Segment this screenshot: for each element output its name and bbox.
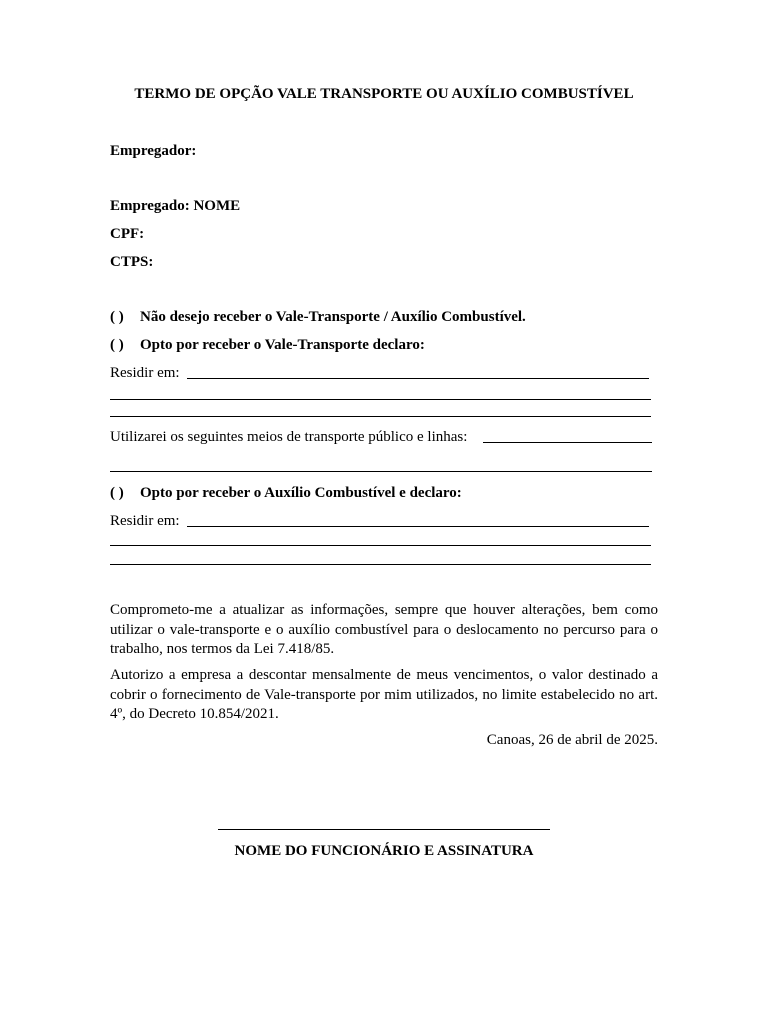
employer-label: Empregador:	[110, 143, 197, 159]
option-none-checkbox[interactable]: ( )	[110, 309, 124, 325]
option-vt-checkbox[interactable]: ( )	[110, 337, 124, 353]
vt-transport-line-2[interactable]	[110, 471, 652, 472]
fuel-residence-line-3[interactable]	[110, 564, 651, 565]
option-fuel-checkbox[interactable]: ( )	[110, 485, 124, 501]
option-none-label: Não desejo receber o Vale-Transporte / Auxílio Combustível.	[140, 309, 526, 325]
place-date: Canoas, 26 de abril de 2025.	[486, 732, 658, 748]
option-fuel-label: Opto por receber o Auxílio Combustível e declaro:	[140, 485, 462, 501]
ctps-label: CTPS:	[110, 254, 154, 270]
option-fuel	[110, 484, 462, 502]
option-none	[110, 308, 526, 326]
signature-line[interactable]	[218, 829, 550, 830]
vt-residence-label: Residir em:	[110, 365, 180, 381]
vt-residence-line-3[interactable]	[110, 416, 651, 417]
option-vt-label: Opto por receber o Vale-Transporte declaro:	[140, 337, 425, 353]
authorization-paragraph: Autorizo a empresa a descontar mensalmente de meus vencimentos, o valor destinado a cobrir o fornecimento de Vale-transporte por mim utilizados, no limite estabelecido no art. 4º, do Decreto 10.854/2021.	[110, 667, 658, 722]
commitment-paragraph: Comprometo-me a atualizar as informações, sempre que houver alterações, bem como utilizar o vale-transporte e o auxílio combustível para o deslocamento no percurso para o trabalho, nos termos da Lei 7.418/85.	[110, 602, 658, 657]
fuel-residence-label: Residir em:	[110, 513, 180, 529]
vt-transport-line[interactable]	[483, 442, 652, 443]
cpf-label: CPF:	[110, 226, 145, 242]
employee-label: Empregado: NOME	[110, 198, 241, 214]
vt-residence-line-2[interactable]	[110, 399, 651, 400]
vt-transport-label: Utilizarei os seguintes meios de transporte público e linhas:	[110, 429, 468, 445]
vt-residence-line[interactable]	[187, 378, 649, 379]
document-title: TERMO DE OPÇÃO VALE TRANSPORTE OU AUXÍLIO COMBUSTÍVEL	[134, 86, 634, 102]
fuel-residence-line[interactable]	[187, 526, 649, 527]
fuel-residence-line-2[interactable]	[110, 545, 651, 546]
option-vt	[110, 336, 425, 354]
signature-label: NOME DO FUNCIONÁRIO E ASSINATURA	[234, 843, 534, 859]
